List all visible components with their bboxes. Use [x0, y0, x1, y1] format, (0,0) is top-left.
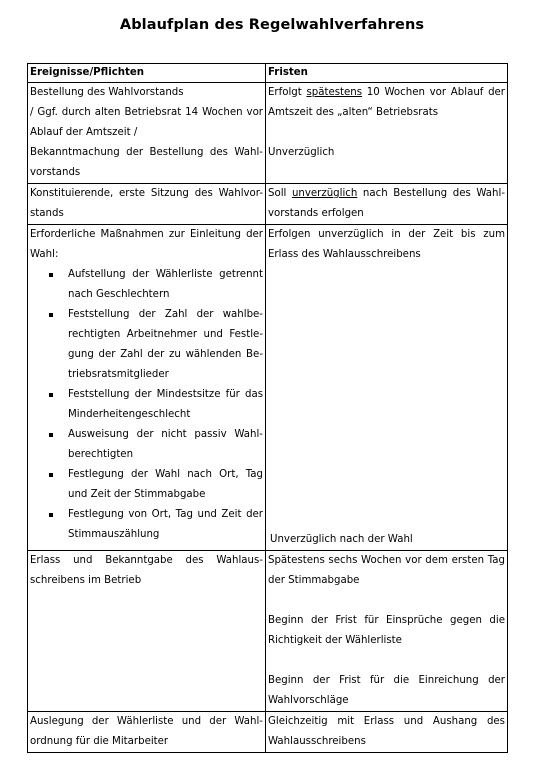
underlined-term: spätestens — [306, 87, 363, 98]
list-item: Festlegung von Ort, Tag und Zeit der Stimmauszählung — [30, 505, 263, 545]
list-item: Ausweisung der nicht passiv Wahl-berechtigten — [30, 425, 263, 465]
square-bullet-icon — [49, 273, 53, 277]
table-row — [28, 551, 508, 712]
deadline-text: Unverzüglich nach der Wahl — [270, 534, 413, 545]
list-item: Festlegung der Wahl nach Ort, Tag und Zeit der Stimmabgabe — [30, 465, 263, 505]
table-row — [28, 184, 508, 225]
event-cell — [28, 225, 266, 551]
procedure-table — [27, 63, 508, 753]
underlined-term: unverzüglich — [291, 188, 358, 199]
deadline-cell — [266, 83, 508, 184]
page-title: Ablaufplan des Regelwahlverfahrens — [119, 17, 425, 33]
table-row — [28, 83, 508, 184]
deadline-text: Beginn der Frist für Einsprüche gegen die Richtigkeit der Wählerliste — [268, 615, 505, 646]
column-header-deadlines: Fristen — [266, 64, 508, 83]
event-text: Bestellung des Wahlvorstands — [30, 87, 184, 98]
square-bullet-icon — [49, 513, 53, 517]
column-header-events: Ereignisse/Pflichten — [28, 64, 266, 83]
table-row — [28, 225, 508, 551]
measures-list — [30, 265, 263, 545]
list-item: Feststellung der Zahl der wahlbe-rechtigten Arbeitnehmer und Festle-gung der Zahl der zu wählenden Be-triebsratsmitglieder — [30, 305, 263, 385]
event-cell: Erlass und Bekanntgabe des Wahlaus-schreibens im Betrieb — [28, 551, 266, 712]
deadline-text: Erfolgt spätestens 10 Wochen vor Ablauf der Amtszeit des „alten“ Betriebsrats — [268, 87, 505, 118]
square-bullet-icon — [49, 473, 53, 477]
deadline-cell — [266, 551, 508, 712]
event-cell: Auslegung der Wählerliste und der Wahl-ordnung für die Mitarbeiter — [28, 712, 266, 753]
deadline-cell: Gleichzeitig mit Erlass und Aushang des Wahlausschreibens — [266, 712, 508, 753]
event-cell — [28, 83, 266, 184]
table-header-row — [28, 64, 508, 83]
square-bullet-icon — [49, 433, 53, 437]
square-bullet-icon — [49, 393, 53, 397]
list-item: Feststellung der Mindestsitze für das Minderheitengeschlecht — [30, 385, 263, 425]
square-bullet-icon — [49, 313, 53, 317]
deadline-text: Erfolgen unverzüglich in der Zeit bis zum Erlass des Wahlausschreibens — [268, 229, 505, 260]
deadline-text: Unverzüglich — [268, 147, 335, 158]
deadline-cell — [266, 225, 508, 551]
table-row — [28, 712, 508, 753]
list-item: Aufstellung der Wählerliste getrennt nach Geschlechtern — [30, 265, 263, 305]
event-text: Bekanntmachung der Bestellung des Wahl-vorstands — [30, 147, 263, 178]
deadline-text: Beginn der Frist für die Einreichung der Wahlvorschläge — [268, 675, 505, 706]
event-intro: Erforderliche Maßnahmen zur Einleitung der Wahl: — [30, 229, 263, 260]
event-cell: Konstituierende, erste Sitzung des Wahlvor-stands — [28, 184, 266, 225]
event-text: / Ggf. durch alten Betriebsrat 14 Wochen vor Ablauf der Amtszeit / — [30, 107, 263, 138]
deadline-text: Spätestens sechs Wochen vor dem ersten Tag der Stimmabgabe — [268, 555, 505, 586]
deadline-cell: Soll unverzüglich nach Bestellung des Wahl-vorstands erfolgen — [266, 184, 508, 225]
